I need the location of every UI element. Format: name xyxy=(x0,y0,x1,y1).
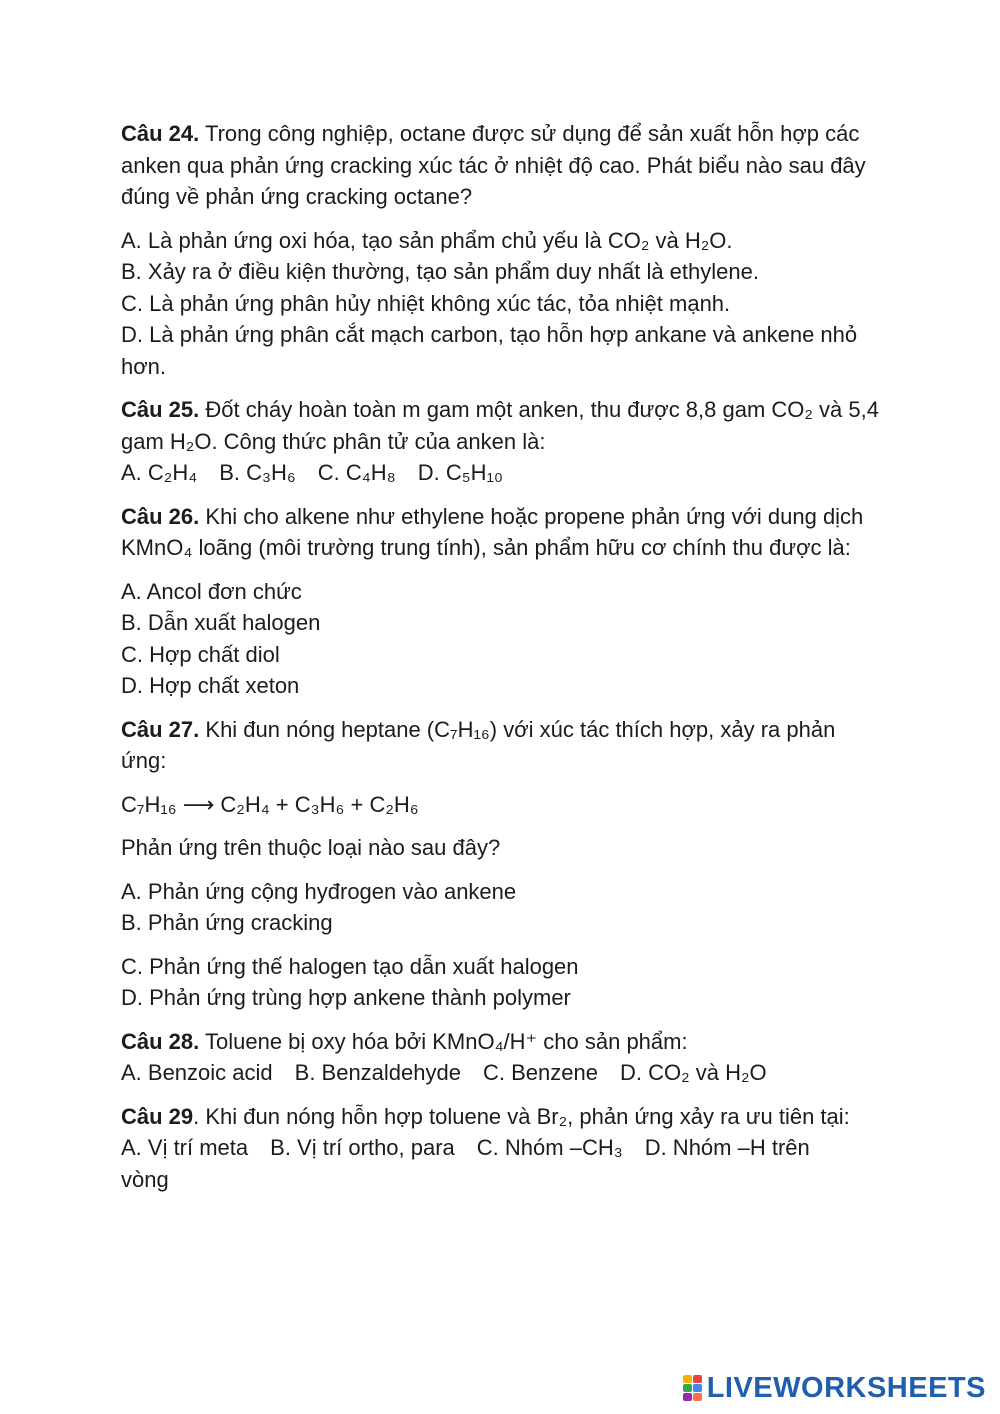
question-24-text: Trong công nghiệp, octane được sử dụng để sản xuất hỗn hợp các anken qua phản ứng cracking xúc tác ở nhiệt độ cao. Phát biểu nào sau đây đúng về phản ứng cracking octane? xyxy=(121,121,866,209)
liveworksheets-logo-text: LIVEWORKSHEETS xyxy=(706,1371,986,1404)
option-29-c: C. Nhóm –CH₃ xyxy=(476,1135,623,1160)
option-24-c: C. Là phản ứng phân hủy nhiệt không xúc tác, tỏa nhiệt mạnh. xyxy=(121,290,731,316)
option-27-c: C. Phản ứng thế halogen tạo dẫn xuất halogen xyxy=(121,953,579,979)
liveworksheets-logo-icon xyxy=(683,1375,703,1401)
question-28 xyxy=(121,1026,881,1058)
question-27-options xyxy=(121,876,881,1014)
question-list xyxy=(121,118,881,1195)
question-27-prompt: Phản ứng trên thuộc loại nào sau đây? xyxy=(121,835,501,860)
option-24-d: D. Là phản ứng phân cắt mạch carbon, tạo hỗn hợp ankane và ankene nhỏ hơn. xyxy=(121,322,858,379)
question-26 xyxy=(121,501,881,564)
question-26-options xyxy=(121,576,881,702)
option-27-b: B. Phản ứng cracking xyxy=(121,910,333,935)
question-28-text: Toluene bị oxy hóa bởi KMnO₄/H⁺ cho sản phẩm: xyxy=(204,1028,688,1054)
option-28-b: B. Benzaldehyde xyxy=(294,1060,461,1085)
question-25-text: Đốt cháy hoàn toàn m gam một anken, thu được 8,8 gam CO₂ và 5,4 gam H₂O. Công thức phân tử của anken là: xyxy=(121,397,879,454)
question-27-label: Câu 27. xyxy=(121,716,200,742)
question-29 xyxy=(121,1101,881,1133)
question-28-label: Câu 28. xyxy=(121,1028,200,1054)
option-26-c: C. Hợp chất diol xyxy=(121,641,280,667)
question-26-label: Câu 26. xyxy=(121,503,200,529)
option-29-a: A. Vị trí meta xyxy=(121,1135,249,1160)
question-25 xyxy=(121,394,881,457)
option-26-b: B. Dẫn xuất halogen xyxy=(121,610,321,635)
option-27-a: A. Phản ứng cộng hyđrogen vào ankene xyxy=(121,878,517,904)
option-28-d: D. CO₂ và H₂O xyxy=(619,1060,767,1085)
question-29-options xyxy=(121,1132,881,1195)
option-24-b: B. Xảy ra ở điều kiện thường, tạo sản phẩm duy nhất là ethylene. xyxy=(121,259,759,284)
option-29-d: D. Nhóm –H trên vòng xyxy=(121,1135,810,1192)
option-26-d: D. Hợp chất xeton xyxy=(121,673,300,698)
option-25-c: C. C₄H₈ xyxy=(317,460,396,485)
liveworksheets-logo xyxy=(683,1372,986,1404)
question-24-options xyxy=(121,225,881,383)
option-28-c: C. Benzene xyxy=(482,1060,598,1085)
question-24-label: Câu 24. xyxy=(121,121,200,146)
option-27-d: D. Phản ứng trùng hợp ankene thành polymer xyxy=(121,985,571,1010)
option-24-a: A. Là phản ứng oxi hóa, tạo sản phẩm chủ yếu là CO₂ và H₂O. xyxy=(121,227,733,253)
question-26-text: Khi cho alkene như ethylene hoặc propene phản ứng với dung dịch KMnO₄ loãng (môi trường trung tính), sản phẩm hữu cơ chính thu được là: xyxy=(121,503,864,560)
question-29-label: Câu 29 xyxy=(121,1103,194,1129)
option-25-b: B. C₃H₆ xyxy=(219,460,296,485)
question-24 xyxy=(121,118,881,213)
question-28-options xyxy=(121,1057,881,1089)
question-27-text: Khi đun nóng heptane (C₇H₁₆) với xúc tác thích hợp, xảy ra phản ứng: xyxy=(121,716,836,773)
question-25-label: Câu 25. xyxy=(121,397,200,422)
option-26-a: A. Ancol đơn chức xyxy=(121,578,302,604)
question-25-options xyxy=(121,457,881,489)
option-25-a: A. C₂H₄ xyxy=(121,460,198,485)
reaction-equation: C₇H₁₆ ⟶ C₂H₄ + C₃H₆ + C₂H₆ xyxy=(121,791,419,817)
option-28-a: A. Benzoic acid xyxy=(121,1060,273,1085)
option-25-d: D. C₅H₁₀ xyxy=(417,460,504,485)
option-29-b: B. Vị trí ortho, para xyxy=(270,1135,455,1160)
question-29-text: . Khi đun nóng hỗn hợp toluene và Br₂, phản ứng xảy ra ưu tiên tại: xyxy=(193,1103,850,1129)
question-27 xyxy=(121,714,881,777)
